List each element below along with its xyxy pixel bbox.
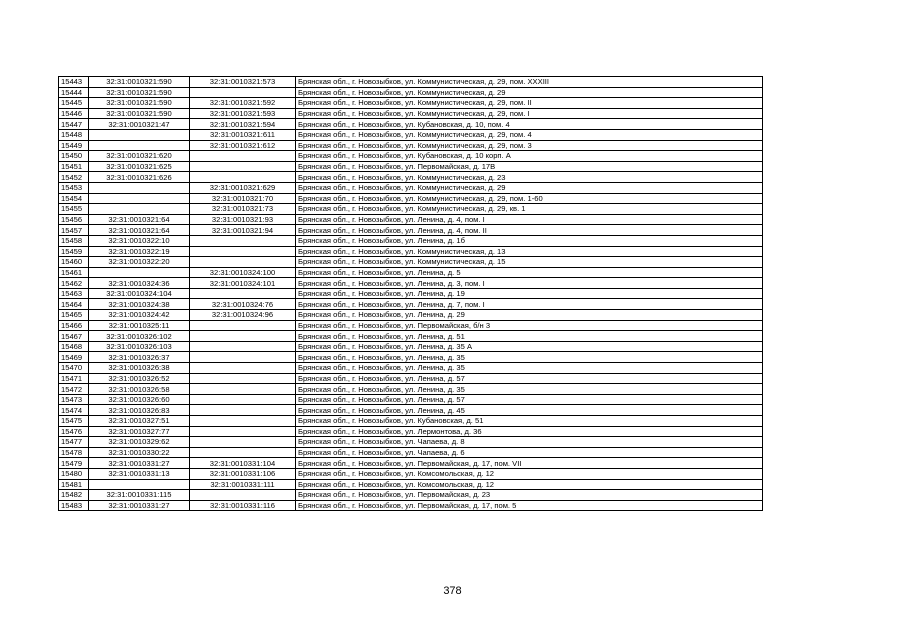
address-cell: Брянская обл., г. Новозыбков, ул. Первомайская, д. 17, пом. VII xyxy=(296,458,763,469)
address-cell: Брянская обл., г. Новозыбков, ул. Коммунистическая, д. 29, пом. II xyxy=(296,98,763,109)
table-row xyxy=(59,193,763,204)
parcel-cadastral-number-cell: 32:31:0010331:115 xyxy=(89,490,190,501)
object-cadastral-number-cell xyxy=(190,394,296,405)
parcel-cadastral-number-cell: 32:31:0010321:64 xyxy=(89,214,190,225)
object-cadastral-number-cell: 32:31:0010321:573 xyxy=(190,77,296,88)
parcel-cadastral-number-cell: 32:31:0010324:104 xyxy=(89,288,190,299)
parcel-cadastral-number-cell: 32:31:0010327:51 xyxy=(89,416,190,427)
row-number-cell: 15480 xyxy=(59,468,89,479)
parcel-cadastral-number-cell: 32:31:0010326:38 xyxy=(89,363,190,374)
object-cadastral-number-cell xyxy=(190,352,296,363)
parcel-cadastral-number-cell: 32:31:0010321:620 xyxy=(89,151,190,162)
row-number-cell: 15467 xyxy=(59,331,89,342)
row-number-cell: 15470 xyxy=(59,363,89,374)
table-row xyxy=(59,363,763,374)
row-number-cell: 15474 xyxy=(59,405,89,416)
address-cell: Брянская обл., г. Новозыбков, ул. Коммунистическая, д. 13 xyxy=(296,246,763,257)
row-number-cell: 15481 xyxy=(59,479,89,490)
parcel-cadastral-number-cell: 32:31:0010326:83 xyxy=(89,405,190,416)
row-number-cell: 15445 xyxy=(59,98,89,109)
table-row xyxy=(59,257,763,268)
address-cell: Брянская обл., г. Новозыбков, ул. Коммунистическая, д. 15 xyxy=(296,257,763,268)
address-cell: Брянская обл., г. Новозыбков, ул. Первомайская, д. 23 xyxy=(296,490,763,501)
row-number-cell: 15473 xyxy=(59,394,89,405)
row-number-cell: 15447 xyxy=(59,119,89,130)
parcel-cadastral-number-cell: 32:31:0010329:62 xyxy=(89,437,190,448)
table-row xyxy=(59,225,763,236)
parcel-cadastral-number-cell: 32:31:0010330:22 xyxy=(89,447,190,458)
table-row xyxy=(59,458,763,469)
row-number-cell: 15464 xyxy=(59,299,89,310)
row-number-cell: 15461 xyxy=(59,267,89,278)
row-number-cell: 15477 xyxy=(59,437,89,448)
parcel-cadastral-number-cell: 32:31:0010322:20 xyxy=(89,257,190,268)
object-cadastral-number-cell: 32:31:0010321:612 xyxy=(190,140,296,151)
object-cadastral-number-cell xyxy=(190,341,296,352)
parcel-cadastral-number-cell: 32:31:0010326:102 xyxy=(89,331,190,342)
row-number-cell: 15472 xyxy=(59,384,89,395)
parcel-cadastral-number-cell: 32:31:0010322:19 xyxy=(89,246,190,257)
object-cadastral-number-cell xyxy=(190,235,296,246)
object-cadastral-number-cell xyxy=(190,437,296,448)
table-row xyxy=(59,426,763,437)
parcel-cadastral-number-cell xyxy=(89,140,190,151)
address-cell: Брянская обл., г. Новозыбков, ул. Коммунистическая, д. 29, кв. 1 xyxy=(296,204,763,215)
row-number-cell: 15450 xyxy=(59,151,89,162)
address-cell: Брянская обл., г. Новозыбков, ул. Ленина, д. 1б xyxy=(296,235,763,246)
parcel-cadastral-number-cell: 32:31:0010324:36 xyxy=(89,278,190,289)
address-cell: Брянская обл., г. Новозыбков, ул. Коммунистическая, д. 29, пом. 1-60 xyxy=(296,193,763,204)
parcel-cadastral-number-cell: 32:31:0010321:64 xyxy=(89,225,190,236)
parcel-cadastral-number-cell: 32:31:0010325:11 xyxy=(89,320,190,331)
address-cell: Брянская обл., г. Новозыбков, ул. Кубановская, д. 51 xyxy=(296,416,763,427)
object-cadastral-number-cell xyxy=(190,331,296,342)
address-cell: Брянская обл., г. Новозыбков, ул. Коммунистическая, д. 29, пом. I xyxy=(296,108,763,119)
row-number-cell: 15458 xyxy=(59,235,89,246)
parcel-cadastral-number-cell: 32:31:0010321:590 xyxy=(89,108,190,119)
parcel-cadastral-number-cell: 32:31:0010321:626 xyxy=(89,172,190,183)
address-cell: Брянская обл., г. Новозыбков, ул. Первомайская, д. 17, пом. 5 xyxy=(296,500,763,511)
address-cell: Брянская обл., г. Новозыбков, ул. Коммунистическая, д. 23 xyxy=(296,172,763,183)
address-cell: Брянская обл., г. Новозыбков, ул. Ленина, д. 29 xyxy=(296,310,763,321)
object-cadastral-number-cell xyxy=(190,161,296,172)
address-cell: Брянская обл., г. Новозыбков, ул. Ленина, д. 57 xyxy=(296,373,763,384)
table-row xyxy=(59,331,763,342)
parcel-cadastral-number-cell xyxy=(89,204,190,215)
parcel-cadastral-number-cell xyxy=(89,267,190,278)
address-cell: Брянская обл., г. Новозыбков, ул. Коммунистическая, д. 29 xyxy=(296,182,763,193)
object-cadastral-number-cell xyxy=(190,320,296,331)
object-cadastral-number-cell: 32:31:0010331:106 xyxy=(190,468,296,479)
parcel-cadastral-number-cell xyxy=(89,479,190,490)
address-cell: Брянская обл., г. Новозыбков, ул. Ленина, д. 7, пом. I xyxy=(296,299,763,310)
row-number-cell: 15460 xyxy=(59,257,89,268)
object-cadastral-number-cell xyxy=(190,363,296,374)
row-number-cell: 15456 xyxy=(59,214,89,225)
object-cadastral-number-cell: 32:31:0010321:70 xyxy=(190,193,296,204)
table-row xyxy=(59,299,763,310)
object-cadastral-number-cell: 32:31:0010321:611 xyxy=(190,129,296,140)
object-cadastral-number-cell xyxy=(190,416,296,427)
object-cadastral-number-cell xyxy=(190,384,296,395)
table-row xyxy=(59,500,763,511)
address-cell: Брянская обл., г. Новозыбков, ул. Комсомольская, д. 12 xyxy=(296,479,763,490)
table-row xyxy=(59,214,763,225)
object-cadastral-number-cell xyxy=(190,490,296,501)
row-number-cell: 15475 xyxy=(59,416,89,427)
object-cadastral-number-cell: 32:31:0010321:594 xyxy=(190,119,296,130)
object-cadastral-number-cell xyxy=(190,246,296,257)
parcel-cadastral-number-cell: 32:31:0010324:42 xyxy=(89,310,190,321)
parcel-cadastral-number-cell: 32:31:0010326:52 xyxy=(89,373,190,384)
table-row xyxy=(59,151,763,162)
address-cell: Брянская обл., г. Новозыбков, ул. Ленина, д. 35 А xyxy=(296,341,763,352)
table-row xyxy=(59,373,763,384)
table-row xyxy=(59,405,763,416)
address-cell: Брянская обл., г. Новозыбков, ул. Ленина, д. 35 xyxy=(296,363,763,374)
table-row xyxy=(59,341,763,352)
address-cell: Брянская обл., г. Новозыбков, ул. Первомайская, д. 17В xyxy=(296,161,763,172)
table-row xyxy=(59,320,763,331)
row-number-cell: 15466 xyxy=(59,320,89,331)
table-row xyxy=(59,172,763,183)
row-number-cell: 15455 xyxy=(59,204,89,215)
table-row xyxy=(59,479,763,490)
address-cell: Брянская обл., г. Новозыбков, ул. Чапаева, д. 8 xyxy=(296,437,763,448)
address-cell: Брянская обл., г. Новозыбков, ул. Ленина, д. 35 xyxy=(296,384,763,395)
object-cadastral-number-cell: 32:31:0010324:76 xyxy=(190,299,296,310)
object-cadastral-number-cell xyxy=(190,426,296,437)
address-cell: Брянская обл., г. Новозыбков, ул. Коммунистическая, д. 29, пом. 4 xyxy=(296,129,763,140)
object-cadastral-number-cell: 32:31:0010331:104 xyxy=(190,458,296,469)
address-cell: Брянская обл., г. Новозыбков, ул. Лермонтова, д. 36 xyxy=(296,426,763,437)
table-row xyxy=(59,182,763,193)
parcel-cadastral-number-cell: 32:31:0010321:590 xyxy=(89,98,190,109)
object-cadastral-number-cell xyxy=(190,87,296,98)
object-cadastral-number-cell: 32:31:0010331:111 xyxy=(190,479,296,490)
address-cell: Брянская обл., г. Новозыбков, ул. Первомайская, б/н 3 xyxy=(296,320,763,331)
parcel-cadastral-number-cell: 32:31:0010331:13 xyxy=(89,468,190,479)
row-number-cell: 15459 xyxy=(59,246,89,257)
row-number-cell: 15463 xyxy=(59,288,89,299)
parcel-cadastral-number-cell: 32:31:0010321:625 xyxy=(89,161,190,172)
parcel-cadastral-number-cell: 32:31:0010331:27 xyxy=(89,500,190,511)
table-row xyxy=(59,108,763,119)
row-number-cell: 15469 xyxy=(59,352,89,363)
address-cell: Брянская обл., г. Новозыбков, ул. Ленина, д. 51 xyxy=(296,331,763,342)
row-number-cell: 15471 xyxy=(59,373,89,384)
property-registry-table xyxy=(58,76,763,511)
row-number-cell: 15483 xyxy=(59,500,89,511)
row-number-cell: 15478 xyxy=(59,447,89,458)
object-cadastral-number-cell: 32:31:0010331:116 xyxy=(190,500,296,511)
page-number: 378 xyxy=(443,585,462,597)
row-number-cell: 15457 xyxy=(59,225,89,236)
table-row xyxy=(59,98,763,109)
address-cell: Брянская обл., г. Новозыбков, ул. Кубановская, д. 10 корп. А xyxy=(296,151,763,162)
address-cell: Брянская обл., г. Новозыбков, ул. Коммунистическая, д. 29, пом. 3 xyxy=(296,140,763,151)
parcel-cadastral-number-cell: 32:31:0010326:103 xyxy=(89,341,190,352)
address-cell: Брянская обл., г. Новозыбков, ул. Чапаева, д. 6 xyxy=(296,447,763,458)
address-cell: Брянская обл., г. Новозыбков, ул. Ленина, д. 19 xyxy=(296,288,763,299)
table-row xyxy=(59,246,763,257)
parcel-cadastral-number-cell: 32:31:0010326:60 xyxy=(89,394,190,405)
table-row xyxy=(59,310,763,321)
address-cell: Брянская обл., г. Новозыбков, ул. Ленина, д. 45 xyxy=(296,405,763,416)
parcel-cadastral-number-cell: 32:31:0010321:47 xyxy=(89,119,190,130)
row-number-cell: 15444 xyxy=(59,87,89,98)
object-cadastral-number-cell: 32:31:0010324:101 xyxy=(190,278,296,289)
table-row xyxy=(59,267,763,278)
table-row xyxy=(59,352,763,363)
table-row xyxy=(59,161,763,172)
table-row xyxy=(59,204,763,215)
address-cell: Брянская обл., г. Новозыбков, ул. Ленина, д. 3, пом. I xyxy=(296,278,763,289)
address-cell: Брянская обл., г. Новозыбков, ул. Ленина, д. 5 xyxy=(296,267,763,278)
address-cell: Брянская обл., г. Новозыбков, ул. Ленина, д. 57 xyxy=(296,394,763,405)
object-cadastral-number-cell xyxy=(190,405,296,416)
row-number-cell: 15443 xyxy=(59,77,89,88)
object-cadastral-number-cell xyxy=(190,172,296,183)
row-number-cell: 15462 xyxy=(59,278,89,289)
table-row xyxy=(59,384,763,395)
table-row xyxy=(59,87,763,98)
table-row xyxy=(59,416,763,427)
parcel-cadastral-number-cell: 32:31:0010326:37 xyxy=(89,352,190,363)
object-cadastral-number-cell: 32:31:0010324:96 xyxy=(190,310,296,321)
table-row xyxy=(59,468,763,479)
parcel-cadastral-number-cell: 32:31:0010324:38 xyxy=(89,299,190,310)
object-cadastral-number-cell xyxy=(190,288,296,299)
table-row xyxy=(59,437,763,448)
row-number-cell: 15448 xyxy=(59,129,89,140)
row-number-cell: 15452 xyxy=(59,172,89,183)
parcel-cadastral-number-cell: 32:31:0010331:27 xyxy=(89,458,190,469)
row-number-cell: 15453 xyxy=(59,182,89,193)
row-number-cell: 15446 xyxy=(59,108,89,119)
address-cell: Брянская обл., г. Новозыбков, ул. Коммунистическая, д. 29, пом. XXXIII xyxy=(296,77,763,88)
object-cadastral-number-cell xyxy=(190,151,296,162)
table-row xyxy=(59,278,763,289)
address-cell: Брянская обл., г. Новозыбков, ул. Ленина, д. 4, пом. I xyxy=(296,214,763,225)
parcel-cadastral-number-cell xyxy=(89,129,190,140)
row-number-cell: 15449 xyxy=(59,140,89,151)
row-number-cell: 15454 xyxy=(59,193,89,204)
parcel-cadastral-number-cell: 32:31:0010321:590 xyxy=(89,87,190,98)
row-number-cell: 15451 xyxy=(59,161,89,172)
object-cadastral-number-cell xyxy=(190,447,296,458)
address-cell: Брянская обл., г. Новозыбков, ул. Комсомольская, д. 12 xyxy=(296,468,763,479)
object-cadastral-number-cell xyxy=(190,257,296,268)
table-row xyxy=(59,394,763,405)
address-cell: Брянская обл., г. Новозыбков, ул. Ленина, д. 35 xyxy=(296,352,763,363)
table-row xyxy=(59,119,763,130)
parcel-cadastral-number-cell xyxy=(89,182,190,193)
row-number-cell: 15468 xyxy=(59,341,89,352)
table-row xyxy=(59,77,763,88)
object-cadastral-number-cell xyxy=(190,373,296,384)
object-cadastral-number-cell: 32:31:0010321:93 xyxy=(190,214,296,225)
table-row xyxy=(59,235,763,246)
object-cadastral-number-cell: 32:31:0010324:100 xyxy=(190,267,296,278)
parcel-cadastral-number-cell: 32:31:0010321:590 xyxy=(89,77,190,88)
parcel-cadastral-number-cell xyxy=(89,193,190,204)
address-cell: Брянская обл., г. Новозыбков, ул. Кубановская, д. 10, пом. 4 xyxy=(296,119,763,130)
object-cadastral-number-cell: 32:31:0010321:73 xyxy=(190,204,296,215)
table-row xyxy=(59,140,763,151)
table-row xyxy=(59,288,763,299)
parcel-cadastral-number-cell: 32:31:0010327:77 xyxy=(89,426,190,437)
object-cadastral-number-cell: 32:31:0010321:629 xyxy=(190,182,296,193)
address-cell: Брянская обл., г. Новозыбков, ул. Ленина, д. 4, пом. II xyxy=(296,225,763,236)
address-cell: Брянская обл., г. Новозыбков, ул. Коммунистическая, д. 29 xyxy=(296,87,763,98)
row-number-cell: 15479 xyxy=(59,458,89,469)
parcel-cadastral-number-cell: 32:31:0010322:10 xyxy=(89,235,190,246)
registry-table-body xyxy=(59,77,763,511)
object-cadastral-number-cell: 32:31:0010321:592 xyxy=(190,98,296,109)
object-cadastral-number-cell: 32:31:0010321:94 xyxy=(190,225,296,236)
row-number-cell: 15465 xyxy=(59,310,89,321)
table-row xyxy=(59,447,763,458)
row-number-cell: 15476 xyxy=(59,426,89,437)
row-number-cell: 15482 xyxy=(59,490,89,501)
table-row xyxy=(59,490,763,501)
table-row xyxy=(59,129,763,140)
parcel-cadastral-number-cell: 32:31:0010326:58 xyxy=(89,384,190,395)
object-cadastral-number-cell: 32:31:0010321:593 xyxy=(190,108,296,119)
